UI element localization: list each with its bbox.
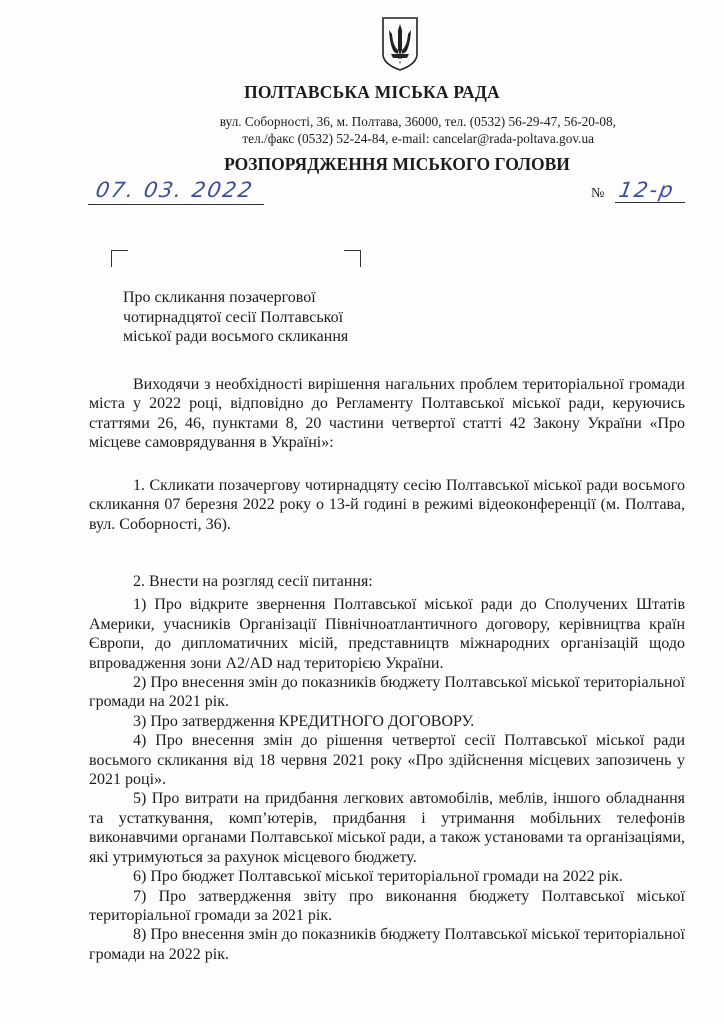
agenda-item: 7) Про затвердження звіту про виконання бюджету Полтавської міської територіальної громади за 2021 рік. (89, 887, 685, 924)
subject-line: Про скликання позачергової (123, 289, 316, 306)
handwritten-date: 07. 03. 2022 (93, 178, 256, 202)
subject-bracket-left (111, 250, 128, 267)
council-name: ПОЛТАВСЬКА МІСЬКА РАДА (244, 82, 500, 102)
agenda-item: 4) Про внесення змін до рішення четвертої сесії Полтавської міської ради восьмого скликання від 18 червня 2021 року «Про здійснення місцевих запозичень у 2021 році». (89, 732, 685, 789)
agenda-item: 5) Про витрати на придбання легкових автомобілів, меблів, іншого обладнання та устаткування, комп’ютерів, придбання і утримання мобільних телефонів виконавчими органами Полтавської міської ради, а також установами та організаціями, які утримуються за рахунок місцевого бюджету. (89, 790, 685, 866)
number-field (591, 180, 691, 206)
agenda-item: 3) Про затвердження КРЕДИТНОГО ДОГОВОРУ. (133, 712, 475, 730)
item-2-intro: 2. Внести на розгляд сесії питання: (133, 573, 373, 590)
resolution-item-1 (89, 476, 685, 534)
subject-line: чотирнадцятої сесії Полтавської (123, 308, 344, 326)
handwritten-number: 12-р (616, 178, 677, 202)
document-type-title: РОЗПОРЯДЖЕННЯ МІСЬКОГО ГОЛОВИ (224, 154, 570, 174)
date-field (88, 178, 264, 205)
number-label: № (591, 186, 605, 201)
agenda-item: 2) Про внесення змін до показників бюджету Полтавської міської територіальної громади на 2021 рік. (89, 674, 685, 711)
contact-line: тел./факс (0532) 52-24-84, e-mail: cancelar@rada-poltava.gov.ua (242, 131, 594, 146)
subject-bracket-right (344, 250, 361, 267)
address-line: вул. Соборності, 36, м. Полтава, 36000, тел. (0532) 56-29-47, 56-20-08, (219, 114, 616, 129)
item-1-text: 1. Скликати позачергову чотирнадцяту сесію Полтавської міської ради восьмого скликання 07 березня 2022 року о 13-й годині в режимі відеоконференції (м. Полтава, вул. Соборності, 36). (89, 477, 685, 533)
coat-of-arms-trident-icon (380, 16, 420, 72)
number-underline (615, 202, 685, 203)
agenda-item: 1) Про відкрите звернення Полтавської міської ради до Сполучених Штатів Америки, учасників Організації Північноатлантичного договору, керівництва країн Європи, до дипломатичних місій, представництв міжнародних організацій щодо впровадження зони A2/AD над територією України. (89, 596, 685, 672)
agenda-item: 8) Про внесення змін до показників бюджету Полтавської міської територіальної громади на 2022 рік. (89, 926, 685, 963)
subject-block (123, 288, 348, 347)
agenda-item: 6) Про бюджет Полтавської міської територіальної громади на 2022 рік. (133, 868, 623, 886)
preamble-paragraph (89, 375, 685, 453)
preamble-text: Виходячи з необхідності вирішення нагальних проблем територіальної громади міста у 2022 році, відповідно до Регламенту Полтавської міської ради, керуючись статтями 26, 46, пунктами 8, 20 частини четвертої статті 42 Закону України «Про місцеве самоврядування в Україні»: (89, 376, 685, 452)
resolution-item-2 (89, 572, 685, 964)
subject-line: міської ради восьмого скликання (123, 328, 349, 345)
